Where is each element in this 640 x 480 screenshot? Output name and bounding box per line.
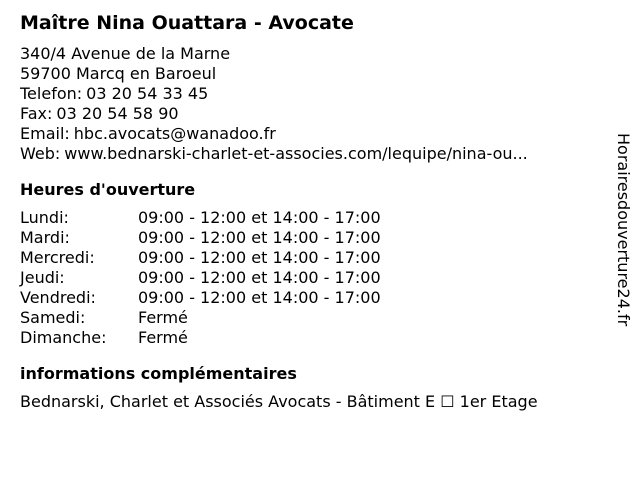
- email-link[interactable]: hbc.avocats@wanadoo.fr: [73, 124, 276, 143]
- hours-day: Samedi:: [20, 308, 86, 327]
- complementary-heading: informations complémentaires: [20, 364, 297, 383]
- hours-row: [20, 208, 610, 228]
- hours-table: [20, 208, 610, 348]
- hours-time: 09:00 - 12:00 et 14:00 - 17:00: [138, 268, 381, 287]
- business-card: [20, 10, 610, 412]
- phone-number[interactable]: 03 20 54 33 45: [86, 84, 209, 103]
- hours-row: [20, 288, 610, 308]
- email-line: [20, 124, 610, 144]
- hours-day: Dimanche:: [20, 328, 107, 347]
- hours-row: [20, 248, 610, 268]
- web-label: Web:: [20, 144, 61, 163]
- address-street: 340/4 Avenue de la Marne: [20, 44, 231, 63]
- hours-day: Mercredi:: [20, 248, 95, 267]
- hours-time: 09:00 - 12:00 et 14:00 - 17:00: [138, 288, 381, 307]
- hours-day: Mardi:: [20, 228, 70, 247]
- fax-number: 03 20 54 58 90: [56, 104, 179, 123]
- email-label: Email:: [20, 124, 70, 143]
- hours-heading: Heures d'ouverture: [20, 180, 196, 199]
- fax-label: Fax:: [20, 104, 53, 123]
- side-brand-watermark: Horairesdouverture24.fr: [614, 133, 633, 327]
- hours-time: 09:00 - 12:00 et 14:00 - 17:00: [138, 248, 381, 267]
- address-city: 59700 Marcq en Baroeul: [20, 64, 217, 83]
- hours-time: Fermé: [138, 308, 188, 327]
- phone-line: [20, 84, 610, 104]
- phone-label: Telefon:: [20, 84, 83, 103]
- hours-row: [20, 268, 610, 288]
- hours-row: [20, 328, 610, 348]
- hours-time: Fermé: [138, 328, 188, 347]
- hours-time: 09:00 - 12:00 et 14:00 - 17:00: [138, 228, 381, 247]
- complementary-text: Bednarski, Charlet et Associés Avocats - Bâtiment E ☐ 1er Etage: [20, 392, 538, 411]
- web-line: [20, 144, 610, 164]
- hours-row: [20, 308, 610, 328]
- business-title: Maître Nina Ouattara - Avocate: [20, 12, 354, 34]
- fax-line: [20, 104, 610, 124]
- hours-row: [20, 228, 610, 248]
- hours-time: 09:00 - 12:00 et 14:00 - 17:00: [138, 208, 381, 227]
- web-link[interactable]: www.bednarski-charlet-et-associes.com/lequipe/nina-ou...: [64, 144, 528, 163]
- hours-day: Vendredi:: [20, 288, 96, 307]
- hours-day: Lundi:: [20, 208, 69, 227]
- hours-day: Jeudi:: [20, 268, 65, 287]
